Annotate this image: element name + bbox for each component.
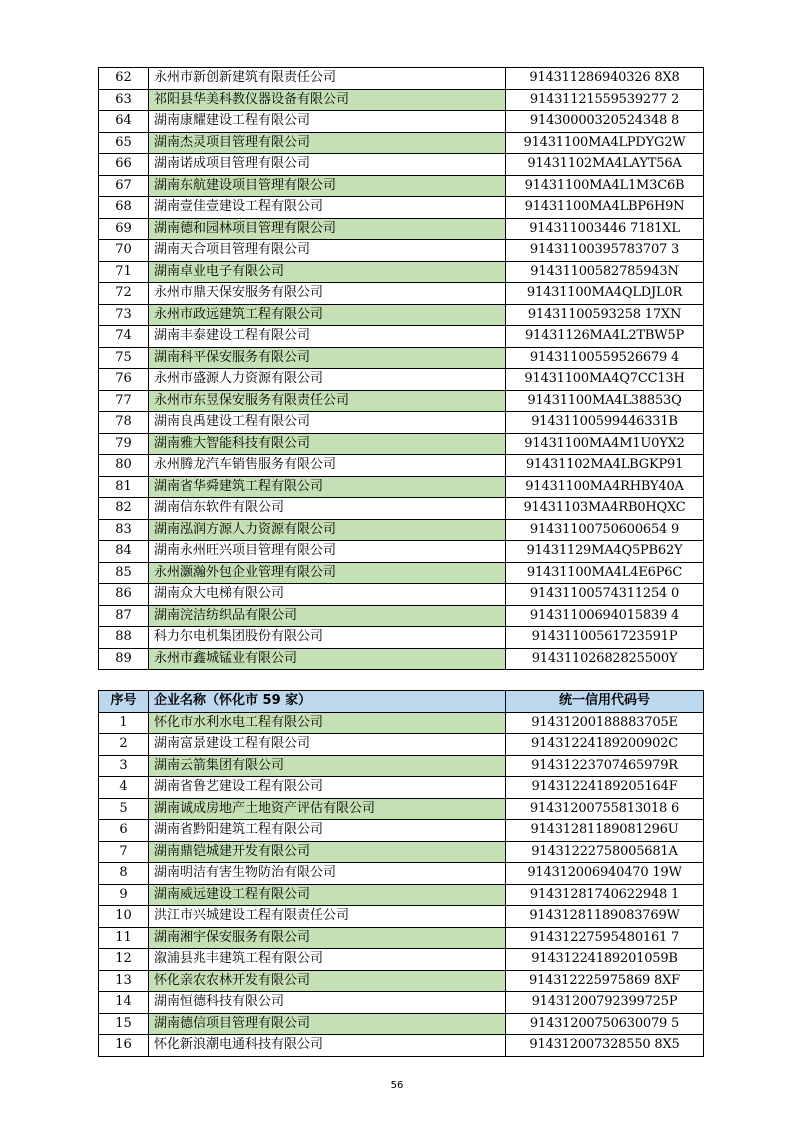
credit-code-cell: 91431129MA4Q5PB62Y — [506, 541, 704, 563]
header-serial-number: 序号 — [99, 691, 149, 713]
serial-number-cell: 82 — [99, 498, 149, 520]
credit-code-cell: 91431102MA4LAYT56A — [506, 154, 704, 176]
company-name-cell: 湖南科平保安服务有限公司 — [149, 347, 506, 369]
company-name-cell: 湖南永州旺兴项目管理有限公司 — [149, 541, 506, 563]
table-row — [99, 369, 704, 391]
header-credit-code: 统一信用代码号 — [506, 691, 704, 713]
table-row — [99, 519, 704, 541]
credit-code-cell: 91431100694015839 4 — [506, 605, 704, 627]
company-name-cell: 湖南壹佳壹建设工程有限公司 — [149, 197, 506, 219]
table-row — [99, 498, 704, 520]
table-row — [99, 863, 704, 885]
credit-code-cell: 91431223707465979R — [506, 755, 704, 777]
company-name-cell: 湖南丰泰建设工程有限公司 — [149, 326, 506, 348]
serial-number-cell: 78 — [99, 412, 149, 434]
company-name-cell: 湖南恒德科技有限公司 — [149, 992, 506, 1014]
credit-code-cell: 91431281740622948 1 — [506, 884, 704, 906]
table-row — [99, 949, 704, 971]
company-name-cell: 永州灏瀚外包企业管理有限公司 — [149, 562, 506, 584]
table-row — [99, 627, 704, 649]
company-name-cell: 溆浦县兆丰建筑工程有限公司 — [149, 949, 506, 971]
company-name-cell: 湖南卓业电子有限公司 — [149, 261, 506, 283]
credit-code-cell: 91431200188883705E — [506, 712, 704, 734]
company-name-cell: 湖南杰灵项目管理有限公司 — [149, 132, 506, 154]
credit-code-cell: 91431100599446331B — [506, 412, 704, 434]
company-name-cell: 祁阳县华美科教仪器设备有限公司 — [149, 89, 506, 111]
company-name-cell: 湖南省华舜建筑工程有限公司 — [149, 476, 506, 498]
credit-code-cell: 914312006940470 19W — [506, 863, 704, 885]
credit-code-cell: 91431100750600654 9 — [506, 519, 704, 541]
serial-number-cell: 2 — [99, 734, 149, 756]
credit-code-cell: 91431222758005681A — [506, 841, 704, 863]
table-row — [99, 712, 704, 734]
credit-code-cell: 91431100MA4L4E6P6C — [506, 562, 704, 584]
credit-code-cell: 91431100MA4RHBY40A — [506, 476, 704, 498]
header-company-name: 企业名称（怀化市 59 家） — [149, 691, 506, 713]
credit-code-cell: 91431102MA4LBGKP91 — [506, 455, 704, 477]
company-name-cell: 怀化亲农农林开发有限公司 — [149, 970, 506, 992]
credit-code-cell: 91431100MA4LPDYG2W — [506, 132, 704, 154]
company-name-cell: 永州市新创新建筑有限责任公司 — [149, 68, 506, 90]
serial-number-cell: 3 — [99, 755, 149, 777]
table-row — [99, 734, 704, 756]
serial-number-cell: 76 — [99, 369, 149, 391]
company-table-continued — [98, 67, 704, 670]
company-name-cell: 湖南德信项目管理有限公司 — [149, 1013, 506, 1035]
serial-number-cell: 77 — [99, 390, 149, 412]
serial-number-cell: 66 — [99, 154, 149, 176]
company-name-cell: 湖南省鲁艺建设工程有限公司 — [149, 777, 506, 799]
company-name-cell: 湖南湘宇保安服务有限公司 — [149, 927, 506, 949]
table-row — [99, 390, 704, 412]
company-name-cell: 湖南省黔阳建筑工程有限公司 — [149, 820, 506, 842]
company-name-cell: 永州腾龙汽车销售服务有限公司 — [149, 455, 506, 477]
serial-number-cell: 16 — [99, 1035, 149, 1057]
serial-number-cell: 70 — [99, 240, 149, 262]
company-name-cell: 永州市政远建筑工程有限公司 — [149, 304, 506, 326]
table-row — [99, 218, 704, 240]
table-row — [99, 820, 704, 842]
table-row — [99, 992, 704, 1014]
table-row — [99, 304, 704, 326]
serial-number-cell: 74 — [99, 326, 149, 348]
company-name-cell: 怀化新浪潮电通科技有限公司 — [149, 1035, 506, 1057]
company-name-cell: 湖南威远建设工程有限公司 — [149, 884, 506, 906]
serial-number-cell: 75 — [99, 347, 149, 369]
serial-number-cell: 87 — [99, 605, 149, 627]
table-header-row — [99, 691, 704, 713]
company-name-cell: 湖南信东软件有限公司 — [149, 498, 506, 520]
credit-code-cell: 91431200755813018 6 — [506, 798, 704, 820]
credit-code-cell: 91431100559526679 4 — [506, 347, 704, 369]
company-name-cell: 湖南泓润方源人力资源有限公司 — [149, 519, 506, 541]
company-name-cell: 湖南天合项目管理有限公司 — [149, 240, 506, 262]
serial-number-cell: 12 — [99, 949, 149, 971]
company-table-huaihua — [98, 690, 704, 1057]
credit-code-cell: 91431200750630079 5 — [506, 1013, 704, 1035]
serial-number-cell: 81 — [99, 476, 149, 498]
credit-code-cell: 914312225975869 8XF — [506, 970, 704, 992]
serial-number-cell: 71 — [99, 261, 149, 283]
serial-number-cell: 84 — [99, 541, 149, 563]
table-body — [99, 712, 704, 1056]
serial-number-cell: 63 — [99, 89, 149, 111]
table-row — [99, 605, 704, 627]
serial-number-cell: 13 — [99, 970, 149, 992]
serial-number-cell: 5 — [99, 798, 149, 820]
company-name-cell: 湖南雅大智能科技有限公司 — [149, 433, 506, 455]
table-row — [99, 562, 704, 584]
company-name-cell: 湖南富景建设工程有限公司 — [149, 734, 506, 756]
table-row — [99, 197, 704, 219]
table-row — [99, 541, 704, 563]
credit-code-cell: 91431224189201059B — [506, 949, 704, 971]
credit-code-cell: 91431100MA4M1U0YX2 — [506, 433, 704, 455]
serial-number-cell: 10 — [99, 906, 149, 928]
serial-number-cell: 69 — [99, 218, 149, 240]
credit-code-cell: 91431227595480161 7 — [506, 927, 704, 949]
serial-number-cell: 83 — [99, 519, 149, 541]
company-name-cell: 永州市鼎天保安服务有限公司 — [149, 283, 506, 305]
credit-code-cell: 91431281189083769W — [506, 906, 704, 928]
serial-number-cell: 67 — [99, 175, 149, 197]
serial-number-cell: 79 — [99, 433, 149, 455]
table-row — [99, 884, 704, 906]
credit-code-cell: 91431100MA4QLDJL0R — [506, 283, 704, 305]
table-row — [99, 261, 704, 283]
table-row — [99, 154, 704, 176]
company-name-cell: 湖南众大电梯有限公司 — [149, 584, 506, 606]
page-number: 56 — [390, 1080, 404, 1091]
serial-number-cell: 73 — [99, 304, 149, 326]
serial-number-cell: 6 — [99, 820, 149, 842]
company-name-cell: 湖南云箭集团有限公司 — [149, 755, 506, 777]
serial-number-cell: 89 — [99, 648, 149, 670]
table-row — [99, 132, 704, 154]
table-row — [99, 927, 704, 949]
serial-number-cell: 68 — [99, 197, 149, 219]
serial-number-cell: 86 — [99, 584, 149, 606]
credit-code-cell: 91431100582785943N — [506, 261, 704, 283]
table-row — [99, 240, 704, 262]
company-name-cell: 湖南良禹建设工程有限公司 — [149, 412, 506, 434]
table-row — [99, 476, 704, 498]
serial-number-cell: 15 — [99, 1013, 149, 1035]
table-row — [99, 777, 704, 799]
credit-code-cell: 91431126MA4L2TBW5P — [506, 326, 704, 348]
serial-number-cell: 88 — [99, 627, 149, 649]
table-row — [99, 283, 704, 305]
company-name-cell: 洪江市兴城建设工程有限责任公司 — [149, 906, 506, 928]
company-name-cell: 怀化市水利水电工程有限公司 — [149, 712, 506, 734]
serial-number-cell: 11 — [99, 927, 149, 949]
credit-code-cell: 914311286940326 8X8 — [506, 68, 704, 90]
credit-code-cell: 91431100MA4LBP6H9N — [506, 197, 704, 219]
table-row — [99, 584, 704, 606]
serial-number-cell: 72 — [99, 283, 149, 305]
credit-code-cell: 91431224189200902C — [506, 734, 704, 756]
company-name-cell: 永州市东昱保安服务有限责任公司 — [149, 390, 506, 412]
credit-code-cell: 91431224189205164F — [506, 777, 704, 799]
company-name-cell: 湖南东航建设项目管理有限公司 — [149, 175, 506, 197]
table-row — [99, 648, 704, 670]
table-row — [99, 111, 704, 133]
table-row — [99, 68, 704, 90]
company-name-cell: 永州市鑫城锰业有限公司 — [149, 648, 506, 670]
table-row — [99, 455, 704, 477]
table-row — [99, 1035, 704, 1057]
credit-code-cell: 91431103MA4RB0HQXC — [506, 498, 704, 520]
table-row — [99, 433, 704, 455]
credit-code-cell: 91431100MA4L38853Q — [506, 390, 704, 412]
credit-code-cell: 91431100MA4Q7CC13H — [506, 369, 704, 391]
company-name-cell: 湖南明洁有害生物防治有限公司 — [149, 863, 506, 885]
company-name-cell: 湖南康耀建设工程有限公司 — [149, 111, 506, 133]
company-name-cell: 科力尔电机集团股份有限公司 — [149, 627, 506, 649]
table-row — [99, 412, 704, 434]
serial-number-cell: 14 — [99, 992, 149, 1014]
credit-code-cell: 91431121559539277 2 — [506, 89, 704, 111]
table-row — [99, 755, 704, 777]
table-row — [99, 326, 704, 348]
credit-code-cell: 91430000320524348 8 — [506, 111, 704, 133]
table-body — [99, 68, 704, 670]
company-name-cell: 湖南浣洁纺织品有限公司 — [149, 605, 506, 627]
credit-code-cell: 91431100593258 17XN — [506, 304, 704, 326]
credit-code-cell: 914312007328550 8X5 — [506, 1035, 704, 1057]
serial-number-cell: 9 — [99, 884, 149, 906]
table-row — [99, 970, 704, 992]
table-row — [99, 798, 704, 820]
company-name-cell: 湖南诺成项目管理有限公司 — [149, 154, 506, 176]
credit-code-cell: 91431100MA4L1M3C6B — [506, 175, 704, 197]
credit-code-cell: 91431100574311254 0 — [506, 584, 704, 606]
table-row — [99, 89, 704, 111]
table-row — [99, 906, 704, 928]
credit-code-cell: 91431100561723591P — [506, 627, 704, 649]
serial-number-cell: 8 — [99, 863, 149, 885]
credit-code-cell: 91431100395783707 3 — [506, 240, 704, 262]
serial-number-cell: 7 — [99, 841, 149, 863]
serial-number-cell: 1 — [99, 712, 149, 734]
company-name-cell: 永州市盛源人力资源有限公司 — [149, 369, 506, 391]
table-row — [99, 1013, 704, 1035]
credit-code-cell: 91431200792399725P — [506, 992, 704, 1014]
company-name-cell: 湖南鼎铠城建开发有限公司 — [149, 841, 506, 863]
table-row — [99, 841, 704, 863]
serial-number-cell: 64 — [99, 111, 149, 133]
serial-number-cell: 65 — [99, 132, 149, 154]
serial-number-cell: 62 — [99, 68, 149, 90]
table-row — [99, 175, 704, 197]
serial-number-cell: 85 — [99, 562, 149, 584]
company-name-cell: 湖南诚成房地产土地资产评估有限公司 — [149, 798, 506, 820]
credit-code-cell: 91431281189081296U — [506, 820, 704, 842]
serial-number-cell: 80 — [99, 455, 149, 477]
serial-number-cell: 4 — [99, 777, 149, 799]
table-row — [99, 347, 704, 369]
credit-code-cell: 914311003446 7181XL — [506, 218, 704, 240]
company-name-cell: 湖南德和园林项目管理有限公司 — [149, 218, 506, 240]
credit-code-cell: 91431102682825500Y — [506, 648, 704, 670]
